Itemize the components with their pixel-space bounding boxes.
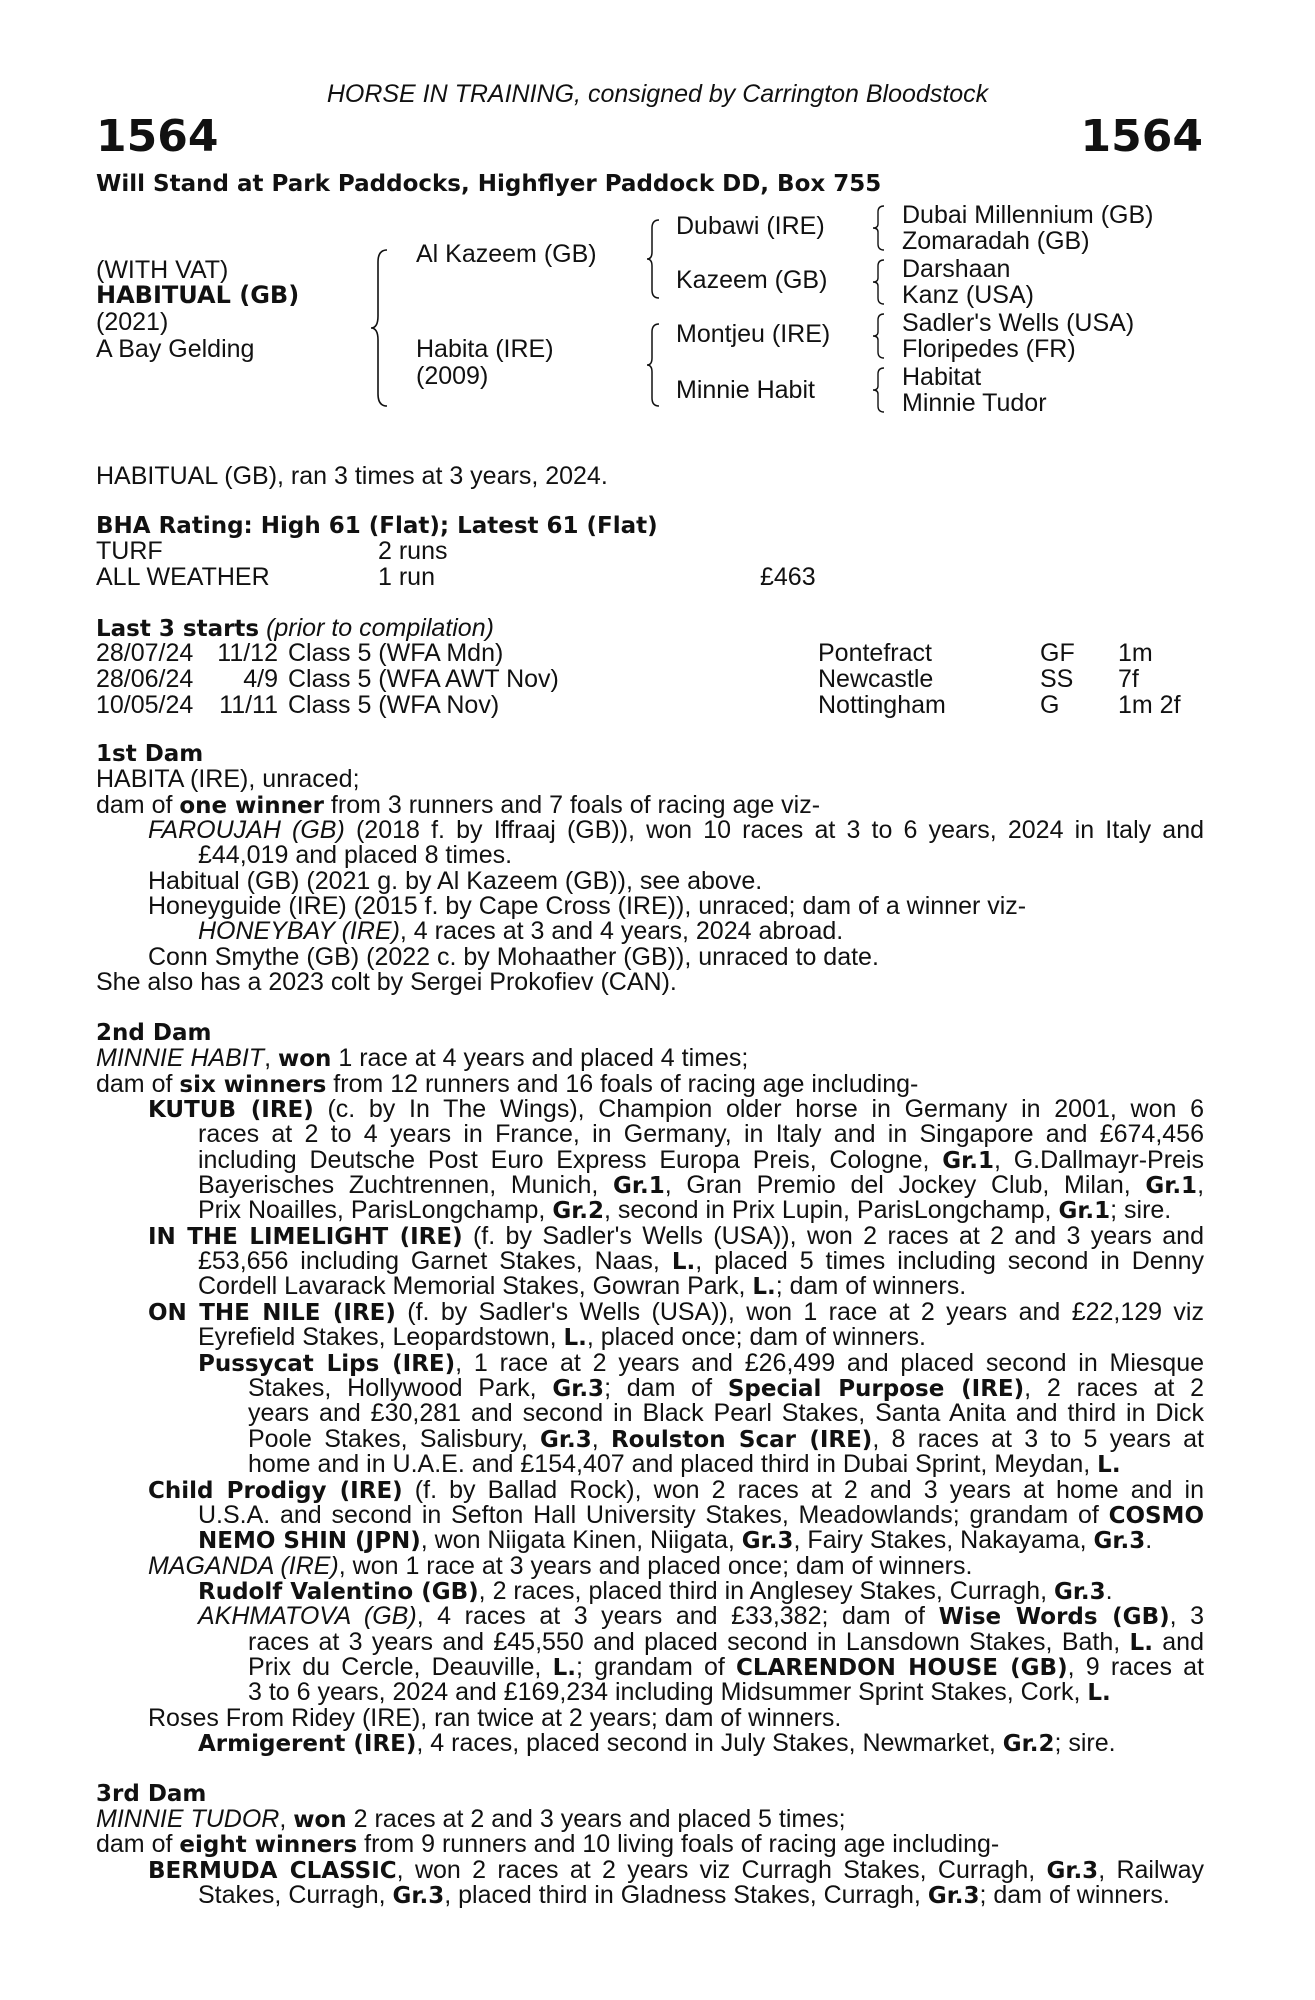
sire-parents-brace: [646, 218, 662, 300]
progeny-name: MAGANDA (IRE): [148, 1552, 339, 1580]
horse-name: HABITUAL (GB): [96, 281, 300, 309]
maganda-line: [148, 1554, 972, 1580]
rating-prize: £463: [760, 563, 816, 591]
pedigree-sire: Al Kazeem (GB): [416, 240, 597, 268]
text-segment: , Gran Premio del Jockey Club, Milan,: [664, 1171, 1146, 1199]
grade: Gr.2: [552, 1198, 605, 1224]
kutub-line-5: [198, 1198, 1171, 1225]
text-segment: home and in U.A.E. and £154,407 and placed third in Dubai Sprint, Meydan,: [248, 1450, 1098, 1478]
text-segment: ; sire.: [1110, 1196, 1172, 1224]
text-segment: Prix Noailles, ParisLongchamp,: [198, 1196, 553, 1224]
start-position: 11/11: [219, 691, 278, 719]
text-segment: ,: [591, 1425, 611, 1453]
grade: L.: [552, 1655, 576, 1681]
ggp-2: Zomaradah (GB): [902, 227, 1090, 255]
text-segment: £53,656 including Garnet Stakes, Naas,: [198, 1247, 672, 1275]
start-course: Pontefract: [818, 639, 932, 667]
start-distance: 1m 2f: [1118, 691, 1181, 719]
grade: L.: [671, 1249, 696, 1275]
ggp-brace-4: [872, 366, 886, 414]
progeny-name: Pussycat Lips (IRE): [198, 1351, 456, 1377]
text-segment: .: [1105, 1577, 1113, 1605]
third-dam-heading: 3rd Dam: [96, 1781, 207, 1807]
third-dam-produce-line: [96, 1832, 999, 1859]
rating-runs: 2 runs: [378, 537, 448, 565]
grade: Gr.3: [741, 1528, 794, 1554]
start-race: Class 5 (WFA AWT Nov): [288, 665, 559, 693]
progeny-name: FAROUJAH (GB): [148, 816, 345, 844]
text-segment: , Fairy Stakes, Nakayama,: [793, 1526, 1094, 1554]
honeyguide-line: Honeyguide (IRE) (2015 f. by Cape Cross (IRE)), unraced; dam of a winner viz-: [148, 892, 1027, 920]
progeny-name: AKHMATOVA (GB): [198, 1602, 417, 1630]
start-date: 28/07/24: [96, 639, 194, 667]
grade: Gr.3: [1053, 1579, 1106, 1605]
grade: L.: [752, 1274, 776, 1300]
lot-number-right: 1564: [1080, 111, 1203, 162]
text-segment: won: [277, 1046, 332, 1072]
text-segment: Bayerisches Zuchtrennen, Munich,: [198, 1171, 614, 1199]
text-segment: , 4 races at 3 years and £33,382; dam of: [416, 1602, 939, 1630]
text-segment: , 8 races at 3 to 5 years at: [872, 1425, 1204, 1453]
second-dam-line: [96, 1046, 748, 1073]
start-position: 4/9: [243, 665, 278, 693]
pedigree-dam-dam: Minnie Habit: [676, 376, 815, 404]
text-segment: (f. by Sadler's Wells (USA)), won 1 race at 2 years and £22,129 viz: [395, 1298, 1204, 1326]
stand-info: Will Stand at Park Paddocks, Highflyer Paddock DD, Box 755: [96, 171, 882, 197]
text-segment: (c. by In The Wings), Champion older horse in Germany in 2001, won 6: [313, 1095, 1204, 1123]
winner-count: six winners: [179, 1072, 327, 1098]
progeny-name: Child Prodigy (IRE): [148, 1478, 403, 1504]
grade: L.: [563, 1325, 587, 1351]
armigerent-line: [198, 1731, 1116, 1758]
text-segment: Stakes, Hollywood Park,: [248, 1374, 553, 1402]
progeny-name: BERMUDA CLASSIC: [148, 1858, 397, 1884]
race-summary: HABITUAL (GB), ran 3 times at 3 years, 2024.: [96, 462, 608, 490]
grade: Gr.1: [613, 1173, 665, 1199]
grade: Gr.1: [1145, 1173, 1198, 1199]
grade: L.: [1087, 1680, 1111, 1706]
text-segment: , placed once; dam of winners.: [586, 1323, 926, 1351]
roses-line: Roses From Ridey (IRE), ran twice at 2 years; dam of winners.: [148, 1704, 842, 1732]
pedigree-dam-year: (2009): [416, 362, 489, 390]
start-course: Newcastle: [818, 665, 934, 693]
first-dam-heading: 1st Dam: [96, 741, 204, 767]
consignor-line: HORSE IN TRAINING, consigned by Carrington Bloodstock: [326, 80, 989, 108]
grade: Gr.3: [927, 1883, 980, 1909]
start-position: 11/12: [217, 639, 278, 667]
winner-count: one winner: [179, 793, 324, 819]
text-segment: Prix du Cercle, Deauville,: [248, 1653, 553, 1681]
kutub-line-2: [198, 1122, 1204, 1148]
start-race: Class 5 (WFA Nov): [288, 691, 500, 719]
text-segment: , won 2 races at 2 years viz Curragh Stakes, Curragh,: [396, 1856, 1047, 1884]
progeny-name: Roulston Scar (IRE): [610, 1427, 873, 1453]
faroujah-cont: £44,019 and placed 8 times.: [198, 841, 513, 869]
winner-count: eight winners: [179, 1832, 358, 1858]
progeny-name: ON THE NILE (IRE): [148, 1300, 396, 1326]
rating-surface: TURF: [96, 537, 163, 565]
text-segment: dam of: [96, 1070, 180, 1098]
text-segment: .: [1145, 1526, 1153, 1554]
ggp-brace-1: [872, 204, 886, 252]
progeny-name: HONEYBAY (IRE): [198, 917, 400, 945]
honeybay-line: [198, 919, 843, 945]
second-dam-heading: 2nd Dam: [96, 1020, 212, 1046]
text-segment: ,: [264, 1044, 278, 1072]
sire-dam-brace: [370, 248, 390, 408]
ggp-6: Floripedes (FR): [902, 335, 1076, 363]
pedigree-dam: Habita (IRE): [416, 335, 554, 363]
progeny-name: COSMO: [1108, 1503, 1204, 1529]
text-segment: , won Niigata Kinen, Niigata,: [420, 1526, 742, 1554]
text-segment: , placed third in Gladness Stakes, Curragh,: [444, 1881, 928, 1909]
dam-name: MINNIE TUDOR: [96, 1805, 280, 1833]
text-segment: ; dam of: [604, 1374, 728, 1402]
text-segment: Cordell Lavarack Memorial Stakes, Gowran Park,: [198, 1272, 753, 1300]
limelight-line-3: [198, 1274, 966, 1301]
pedigree-sire-dam: Kazeem (GB): [676, 266, 828, 294]
lot-number-left: 1564: [96, 111, 219, 162]
pedigree-dam-sire: Montjeu (IRE): [676, 320, 831, 348]
text-segment: , 1 race at 2 years and £26,499 and placed second in Miesque: [455, 1349, 1205, 1377]
rating-surface: ALL WEATHER: [96, 563, 270, 591]
text-segment: ,: [1197, 1171, 1205, 1199]
text-segment: dam of: [96, 1830, 180, 1858]
text-segment: races at 3 years and £45,550 and placed second in Lansdown Stakes, Bath,: [248, 1628, 1130, 1656]
grade: L.: [1129, 1630, 1153, 1656]
start-going: G: [1040, 691, 1060, 719]
text-segment: years and £30,281 and second in Black Pearl Stakes, Santa Anita and third in Dick: [248, 1399, 1204, 1427]
grade: Gr.3: [540, 1427, 592, 1453]
ggp-brace-3: [872, 312, 886, 360]
grade: Gr.3: [552, 1376, 605, 1402]
rating-runs: 1 run: [378, 563, 435, 591]
ggp-7: Habitat: [902, 363, 982, 391]
text-segment: 1 race at 4 years and placed 4 times;: [331, 1044, 749, 1072]
ggp-1: Dubai Millennium (GB): [902, 201, 1154, 229]
ggp-5: Sadler's Wells (USA): [902, 309, 1135, 337]
habitual-line: Habitual (GB) (2021 g. by Al Kazeem (GB)), see above.: [148, 867, 763, 895]
progeny-name: IN THE LIMELIGHT (IRE): [148, 1224, 463, 1250]
text-segment: Stakes, Curragh,: [198, 1881, 393, 1909]
text-segment: dam of: [96, 791, 180, 819]
text-segment: won: [293, 1807, 347, 1833]
text-segment: Poole Stakes, Salisbury,: [248, 1425, 541, 1453]
rating-title: BHA Rating: High 61 (Flat); Latest 61 (Flat): [96, 513, 658, 539]
last-starts-title: Last 3 starts: [96, 616, 260, 642]
first-dam-line: HABITA (IRE), unraced;: [96, 765, 360, 793]
text-segment: (f. by Sadler's Wells (USA)), won 2 races at 2 and 3 years and: [462, 1222, 1204, 1250]
start-date: 28/06/24: [96, 665, 194, 693]
grade: Gr.3: [392, 1883, 445, 1909]
text-segment: from 3 runners and 7 foals of racing age viz-: [323, 791, 821, 819]
prodigy-line-3: [198, 1528, 1152, 1555]
progeny-name: Wise Words (GB): [938, 1604, 1170, 1630]
text-segment: , 2 races, placed third in Anglesey Stakes, Curragh,: [478, 1577, 1054, 1605]
text-segment: , 3: [1169, 1602, 1205, 1630]
text-segment: 3 to 6 years, 2024 and £169,234 including Midsummer Sprint Stakes, Cork,: [248, 1678, 1088, 1706]
horse-year: (2021): [96, 308, 169, 336]
text-segment: ; grandam of: [575, 1653, 737, 1681]
start-going: SS: [1040, 665, 1074, 693]
grade: Gr.1: [942, 1148, 994, 1174]
grade: Gr.3: [1093, 1528, 1146, 1554]
akhmatova-line-1: [198, 1604, 1204, 1631]
text-segment: , Railway: [1098, 1856, 1204, 1884]
text-segment: , 2 races at 2: [1024, 1374, 1204, 1402]
pussycat-line-5: [248, 1452, 1121, 1479]
progeny-name: Special Purpose (IRE): [727, 1376, 1025, 1402]
dam-name: MINNIE HABIT: [96, 1044, 265, 1072]
grade: Gr.3: [1046, 1858, 1099, 1884]
text-segment: , G.Dallmayr-Preis: [993, 1146, 1204, 1174]
faroujah-line: [148, 818, 1204, 844]
text-segment: ; sire.: [1054, 1729, 1116, 1757]
vat-label: (WITH VAT): [96, 256, 229, 284]
grade: L.: [1097, 1452, 1121, 1478]
text-segment: , second in Prix Lupin, ParisLongchamp,: [604, 1196, 1059, 1224]
text-segment: (2018 f. by Iffraaj (GB)), won 10 races at 3 to 6 years, 2024 in Italy and: [344, 816, 1204, 844]
text-segment: and: [1152, 1628, 1204, 1656]
pussycat-line-3: [248, 1401, 1204, 1427]
start-date: 10/05/24: [96, 691, 194, 719]
grade: Gr.1: [1058, 1198, 1111, 1224]
text-segment: including Deutsche Post Euro Express Europa Preis, Cologne,: [198, 1146, 943, 1174]
ggp-8: Minnie Tudor: [902, 389, 1047, 417]
horse-description: A Bay Gelding: [96, 335, 255, 363]
text-segment: ; dam of winners.: [979, 1881, 1170, 1909]
text-segment: Eyrefield Stakes, Leopardstown,: [198, 1323, 564, 1351]
nile-line-2: [198, 1325, 926, 1352]
start-distance: 1m: [1118, 639, 1153, 667]
grade: Gr.2: [1002, 1731, 1055, 1757]
text-segment: , 9 races at: [1067, 1653, 1204, 1681]
progeny-name: CLARENDON HOUSE (GB): [736, 1655, 1068, 1681]
text-segment: ,: [279, 1805, 294, 1833]
text-segment: , 4 races, placed second in July Stakes, Newmarket,: [416, 1729, 1003, 1757]
text-segment: races at 2 to 4 years in France, in Germany, in Italy and in Singapore and £674,456: [198, 1120, 1204, 1148]
progeny-name: Rudolf Valentino (GB): [198, 1579, 479, 1605]
ggp-brace-2: [872, 258, 886, 306]
text-segment: from 9 runners and 10 living foals of racing age including-: [357, 1830, 1000, 1858]
text-segment: 2 races at 2 and 3 years and placed 5 times;: [346, 1805, 846, 1833]
text-segment: ; dam of winners.: [775, 1272, 967, 1300]
ggp-4: Kanz (USA): [902, 281, 1034, 309]
progeny-name: NEMO SHIN (JPN): [198, 1528, 421, 1554]
ggp-3: Darshaan: [902, 255, 1011, 283]
start-race: Class 5 (WFA Mdn): [288, 639, 504, 667]
start-course: Nottingham: [818, 691, 946, 719]
progeny-name: Armigerent (IRE): [198, 1731, 417, 1757]
text-segment: U.S.A. and second in Sefton Hall University Stakes, Meadowlands; grandam of: [198, 1501, 1109, 1529]
dam-parents-brace: [646, 322, 662, 408]
last-starts-note: (prior to compilation): [266, 614, 494, 642]
text-segment: , 4 races at 3 and 4 years, 2024 abroad.: [399, 917, 844, 945]
pedigree-sire-sire: Dubawi (IRE): [676, 212, 825, 240]
text-segment: from 12 runners and 16 foals of racing age including-: [326, 1070, 919, 1098]
conn-smythe-line: Conn Smythe (GB) (2022 c. by Mohaather (GB)), unraced to date.: [148, 943, 879, 971]
start-going: GF: [1040, 639, 1075, 667]
progeny-name: KUTUB (IRE): [148, 1097, 314, 1123]
bermuda-line-2: [198, 1883, 1170, 1910]
akhmatova-line-4: [248, 1680, 1111, 1707]
text-segment: , won 1 race at 3 years and placed once; dam of winners.: [338, 1552, 973, 1580]
start-distance: 7f: [1118, 665, 1139, 693]
first-dam-also: She also has a 2023 colt by Sergei Prokofiev (CAN).: [96, 968, 677, 996]
text-segment: , placed 5 times including second in Denny: [695, 1247, 1204, 1275]
text-segment: (f. by Ballad Rock), won 2 races at 2 and 3 years at home and in: [402, 1476, 1204, 1504]
